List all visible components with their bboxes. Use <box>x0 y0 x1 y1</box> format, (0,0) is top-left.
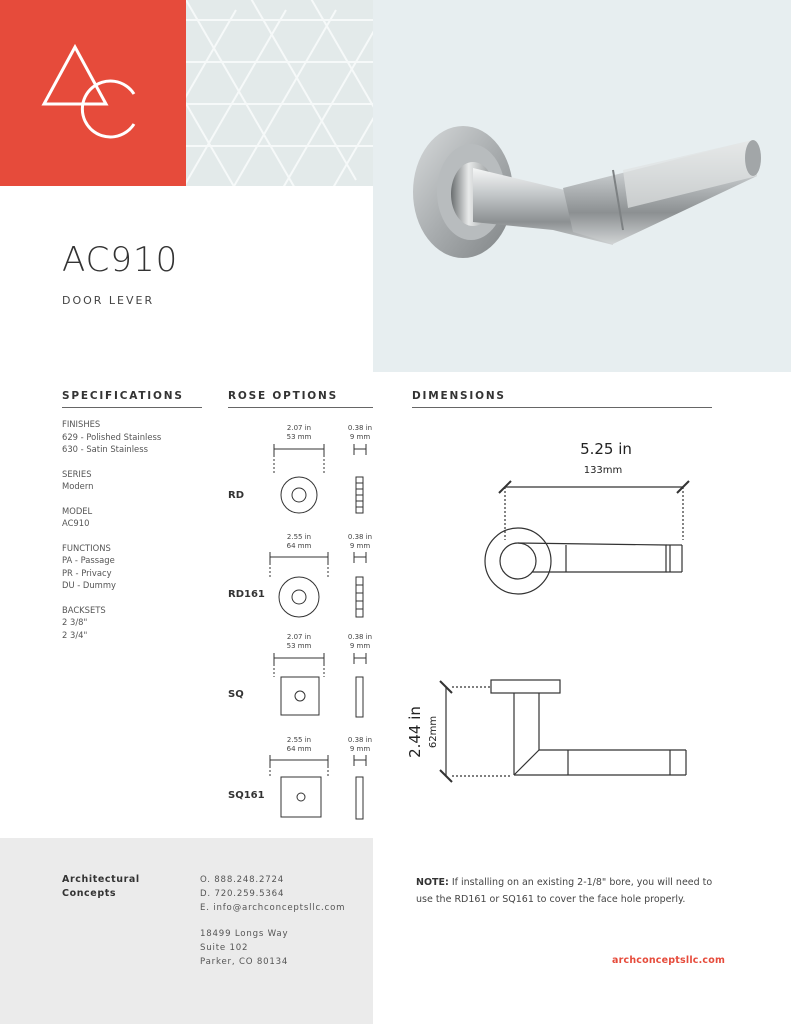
dim-height-in: 2.44 in <box>406 706 424 758</box>
spec-label: MODEL <box>62 505 93 516</box>
rose-label-sq: SQ <box>228 689 244 700</box>
rose-label-rd: RD <box>228 490 245 501</box>
rose-rd-drawing <box>274 444 366 513</box>
phone-direct[interactable]: D. 720.259.5364 <box>200 889 285 899</box>
triangle-pattern <box>186 0 373 186</box>
rd-width-in: 2.07 in <box>286 424 312 432</box>
ac-logo-icon <box>0 0 186 186</box>
bore-note <box>416 874 716 908</box>
address-line2: Suite 102 <box>200 943 249 953</box>
dim-height-mm: 62mm <box>428 715 439 749</box>
spec-value: 2 3/4" <box>62 629 88 640</box>
spec-backsets <box>62 604 212 642</box>
rose-options-heading: ROSE OPTIONS <box>228 390 373 408</box>
sq-width-in: 2.07 in <box>286 633 312 641</box>
spec-model <box>62 505 212 530</box>
footer-panel <box>0 838 373 1024</box>
note-prefix: NOTE: <box>416 877 449 888</box>
spec-value: 630 - Satin Stainless <box>62 444 148 454</box>
rose-sq-drawing <box>274 653 366 717</box>
note-text: If installing on an existing 2-1/8" bore, you will need to use the RD161 or SQ161 to cover the face hole properly. <box>416 877 713 905</box>
rose-sq161-drawing <box>270 755 366 819</box>
rd161-width-in: 2.55 in <box>286 533 312 541</box>
specifications-list <box>62 418 212 653</box>
rose-label-rd161: RD161 <box>228 589 265 600</box>
company-name-line2: Concepts <box>62 888 117 899</box>
rose-rd161-drawing <box>270 552 366 617</box>
spec-label: BACKSETS <box>62 604 106 615</box>
phone-office[interactable]: O. 888.248.2724 <box>200 875 285 885</box>
sq-depth-mm: 9 mm <box>349 642 371 650</box>
spec-value: PA - Passage <box>62 555 115 565</box>
rd161-width-mm: 64 mm <box>286 542 312 550</box>
rose-label-sq161: SQ161 <box>228 790 265 801</box>
address-line1: 18499 Longs Way <box>200 929 289 939</box>
spec-label: SERIES <box>62 468 92 479</box>
spec-label: FUNCTIONS <box>62 542 111 553</box>
spec-series <box>62 468 212 493</box>
footer-company <box>62 873 182 901</box>
specifications-heading: SPECIFICATIONS <box>62 390 202 408</box>
spec-value: AC910 <box>62 518 90 528</box>
sq161-width-mm: 64 mm <box>286 745 312 753</box>
rd-depth-mm: 9 mm <box>349 433 371 441</box>
spec-value: PR - Privacy <box>62 567 112 578</box>
page-title: AC910 <box>62 240 179 280</box>
address-line3: Parker, CO 80134 <box>200 957 289 967</box>
spec-label: FINISHES <box>62 419 101 429</box>
rd-width-mm: 53 mm <box>286 433 312 441</box>
sq161-depth-in: 0.38 in <box>347 736 373 744</box>
page-subtitle: DOOR LEVER <box>62 294 155 307</box>
spec-value: DU - Dummy <box>62 580 116 590</box>
rd161-depth-in: 0.38 in <box>347 533 373 541</box>
footer-contact <box>200 873 345 915</box>
sq-depth-in: 0.38 in <box>347 633 373 641</box>
website-link[interactable]: archconceptsllc.com <box>612 955 726 966</box>
spec-value: 629 - Polished Stainless <box>62 431 162 442</box>
rd161-depth-mm: 9 mm <box>349 542 371 550</box>
email-link[interactable]: E. info@archconceptsllc.com <box>200 903 346 913</box>
sq161-width-in: 2.55 in <box>286 736 312 744</box>
brand-logo <box>0 0 186 186</box>
spec-functions <box>62 542 212 592</box>
spec-finishes <box>62 418 212 456</box>
rd-depth-in: 0.38 in <box>347 424 373 432</box>
dimensions-heading: DIMENSIONS <box>412 390 712 408</box>
sq161-depth-mm: 9 mm <box>349 745 371 753</box>
dim-length-mm: 133mm <box>583 465 623 476</box>
dim-length-in: 5.25 in <box>580 440 632 458</box>
company-name-line1: Architectural <box>62 874 140 885</box>
dimensions-drawing <box>400 420 720 800</box>
spec-value: 2 3/8" <box>62 617 88 627</box>
rose-options-drawings <box>228 415 388 835</box>
product-photo <box>373 0 791 372</box>
footer-address <box>200 927 288 969</box>
spec-value: Modern <box>62 481 94 491</box>
sq-width-mm: 53 mm <box>286 642 312 650</box>
